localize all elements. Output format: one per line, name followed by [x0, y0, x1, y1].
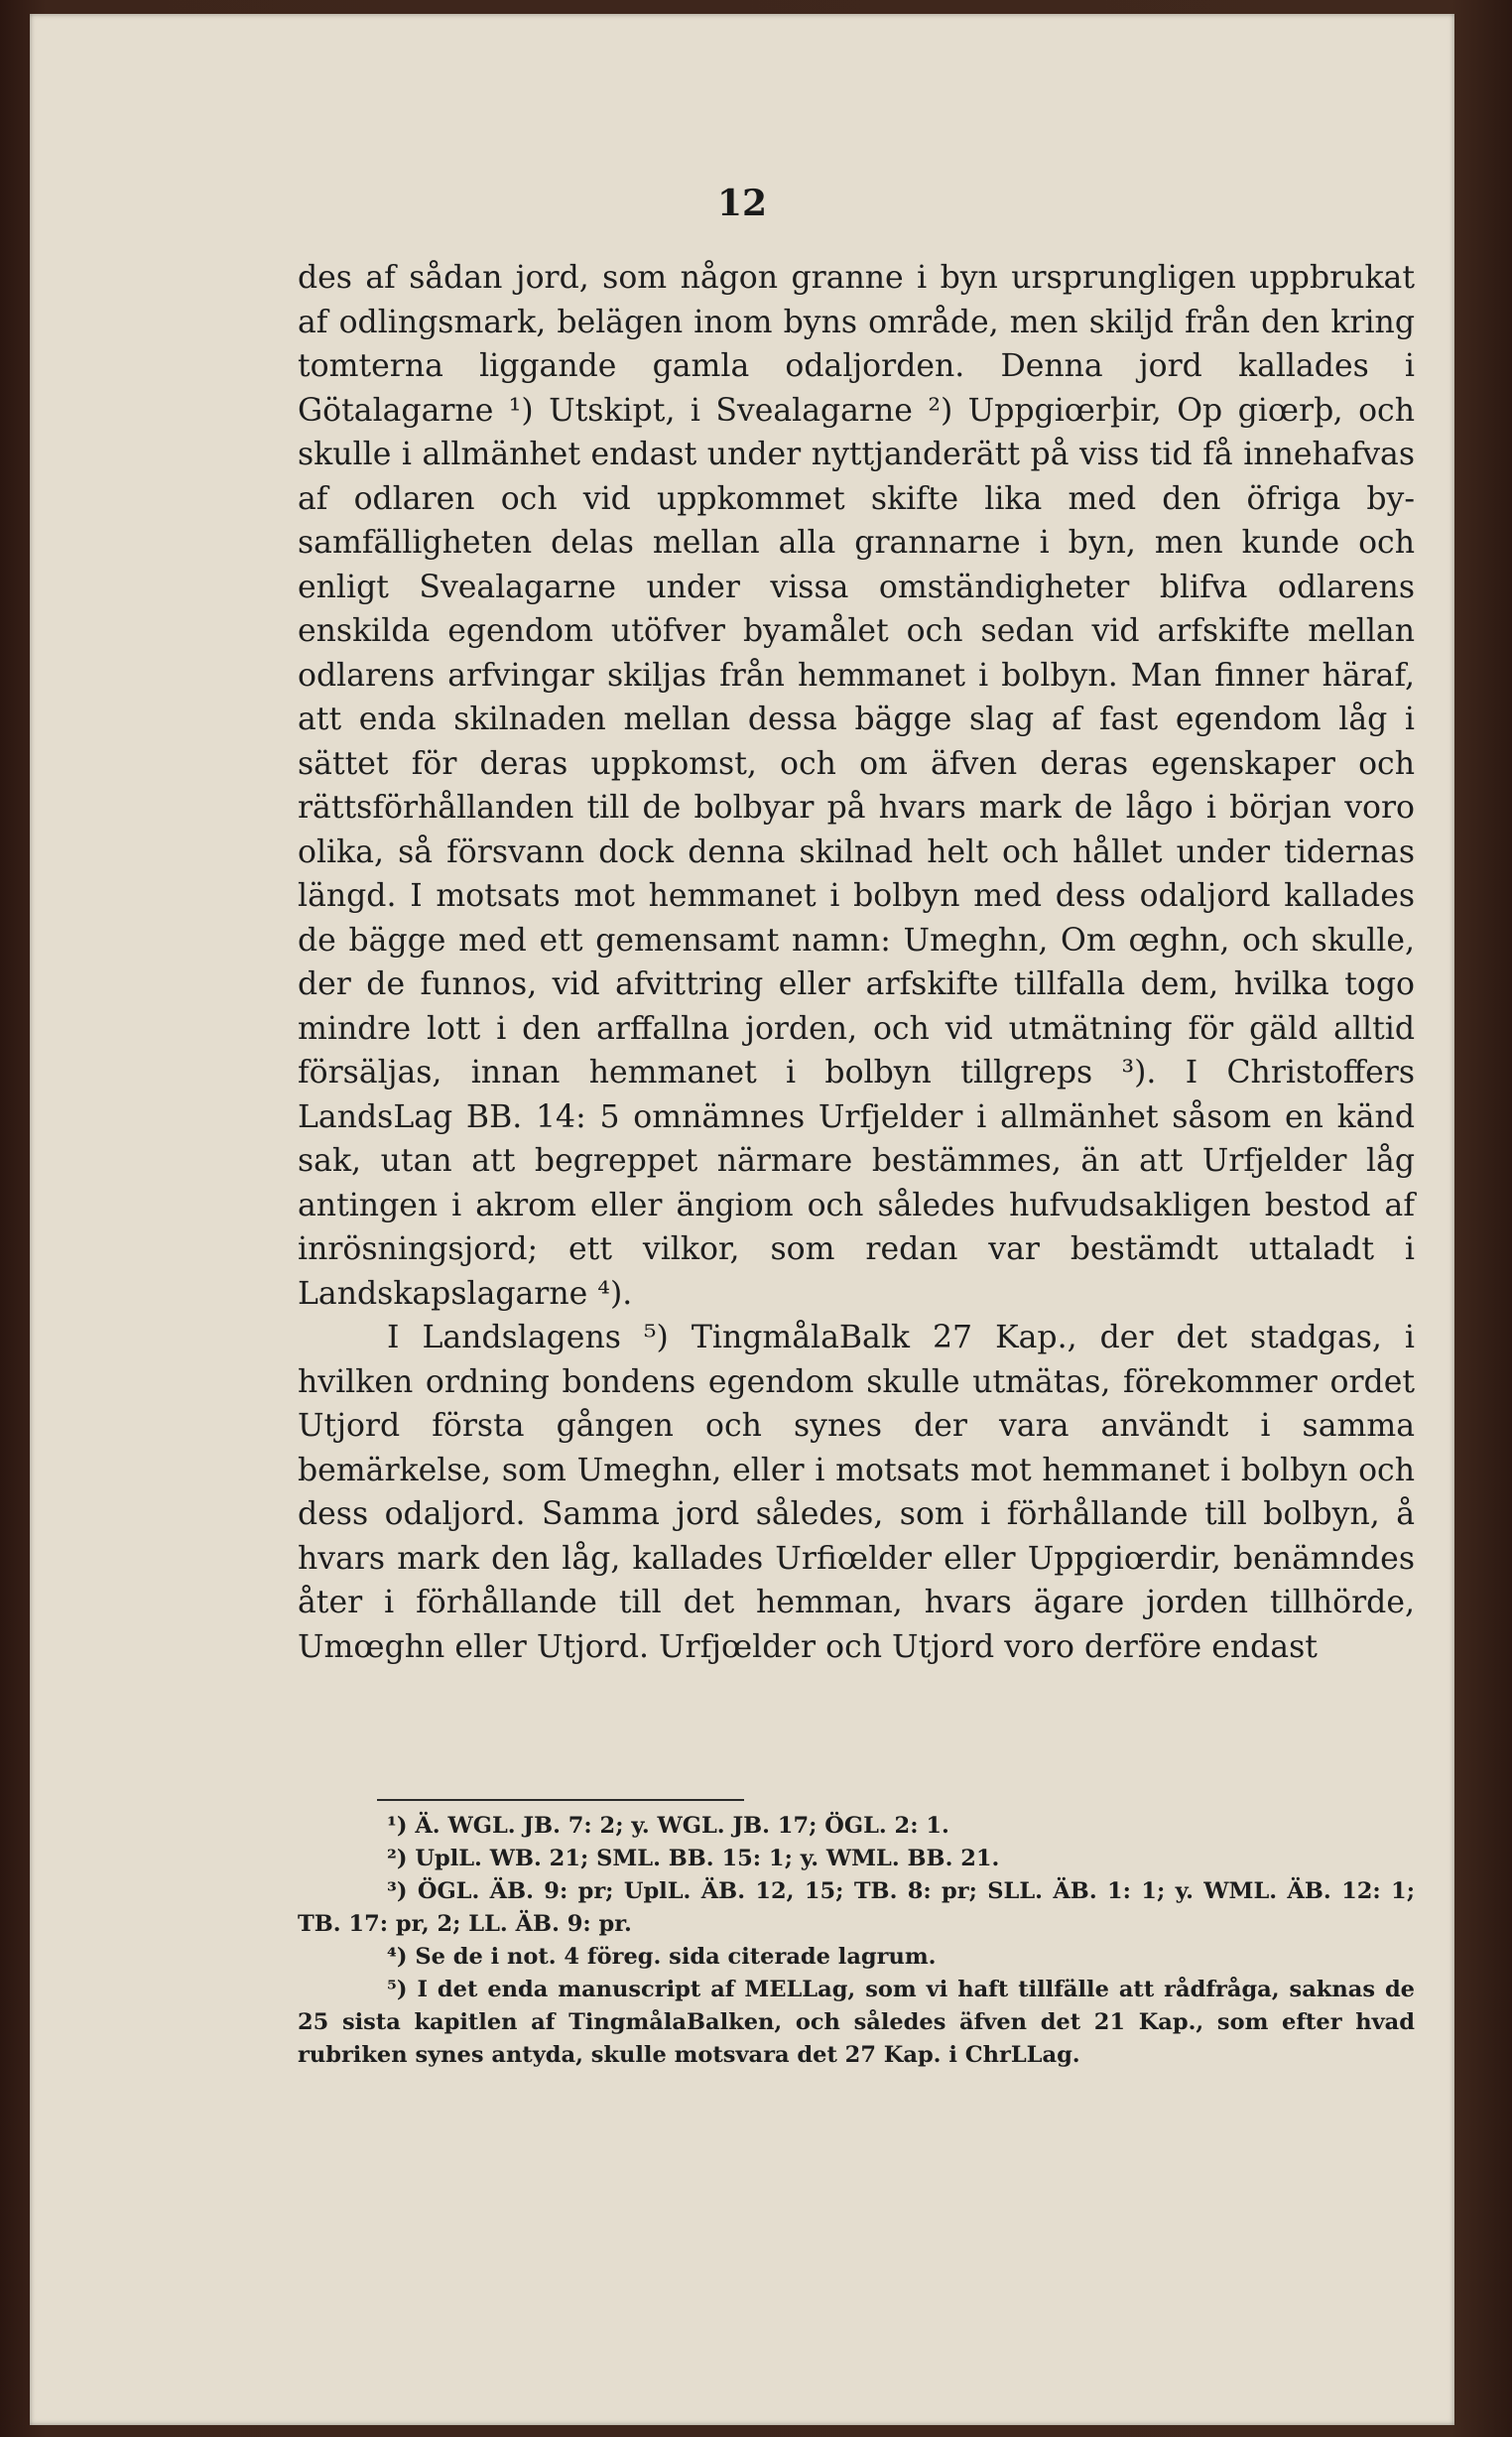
paragraph-2: I Landslagens ⁵) TingmålaBalk 27 Kap., der det stadgas, i hvilken ordning bondens egendom skulle utmätas, förekommer ordet Utjord första gången och synes der vara användt i samma bemärkelse, som Umeghn, eller i motsats mot hemmanet i bolbyn och dess odaljord. Samma jord således, som i förhållande till bolbyn, å hvars mark den låg, kallades Urfiœlder eller Uppgiœrdir, benämndes åter i förhållande till det hemman, hvars ägare jorden tillhörde, Umœghn eller Utjord. Urfjœlder och Utjord voro derföre endast — [298, 1320, 1415, 1665]
footnote-4: ⁴) Se de i not. 4 föreg. sida citerade lagrum. — [387, 1944, 937, 1970]
footnote-2: ²) UplL. WB. 21; SML. BB. 15: 1; y. WML. BB. 21. — [387, 1846, 1000, 1871]
body-text — [298, 256, 1415, 1669]
paragraph-1: des af sådan jord, som någon granne i byn ursprungligen uppbrukat af odlingsmark, belägen inom byns område, men skiljd från den kring tomterna liggande gamla odaljorden. Denna jord kallades i Götalagarne ¹) Utskipt, i Svealagarne ²) Uppgiœrþir, Op giœrþ, och skulle i allmänhet endast under nyttjanderätt på viss tid få innehafvas af odlaren och vid uppkommet skifte lika med den öfriga by-samfälligheten delas mellan alla grannarne i byn, men kunde och enligt Svealagarne under vissa omständigheter blifva odlarens enskilda egendom utöfver byamålet och sedan vid arfskifte mellan odlarens arfvingar skiljas från hemmanet i bolbyn. Man finner häraf, att enda skilnaden mellan dessa bägge slag af fast egendom låg i sättet för deras uppkomst, och om äfven deras egenskaper och rättsförhållanden till de bolbyar på hvars mark de lågo i början voro olika, så försvann dock denna skilnad helt och hållet under tidernas längd. I motsats mot hemmanet i bolbyn med dess odaljord kallades de bägge med ett gemensamt namn: Umeghn, Om œghn, och skulle, der de funnos, vid afvittring eller arfskifte tillfalla dem, hvilka togo mindre lott i den arffallna jorden, och vid utmätning för gäld alltid försäljas, innan hemmanet i bolbyn tillgreps ³). I Christoffers LandsLag BB. 14: 5 omnämnes Urfjelder i allmänhet såsom en känd sak, utan att begreppet närmare bestämmes, än att Urfjelder låg antingen i akrom eller ängiom och således hufvudsakligen bestod af inrösningsjord; ett vilkor, som redan var bestämdt uttaladt i Landskapslagarne ⁴). — [298, 260, 1415, 1312]
book-page — [30, 14, 1454, 2425]
footnote-5: ⁵) I det enda manuscript af MELLag, som vi haft tillfälle att rådfråga, saknas de 25 sista kapitlen af TingmålaBalken, och således äfven det 21 Kap., som efter hvad rubriken synes antyda, skulle motsvara det 27 Kap. i ChrLLag. — [298, 1977, 1415, 2068]
footnotes — [298, 1810, 1415, 2072]
footnote-divider — [377, 1799, 744, 1801]
footnote-1: ¹) Ä. WGL. JB. 7: 2; y. WGL. JB. 17; ÖGL. 2: 1. — [387, 1813, 949, 1839]
footnote-3: ³) ÖGL. ÄB. 9: pr; UplL. ÄB. 12, 15; TB. 8: pr; SLL. ÄB. 1: 1; y. WML. ÄB. 12: 1; TB. 17: pr, 2; LL. ÄB. 9: pr. — [298, 1878, 1415, 1937]
page-number: 12 — [716, 183, 768, 224]
